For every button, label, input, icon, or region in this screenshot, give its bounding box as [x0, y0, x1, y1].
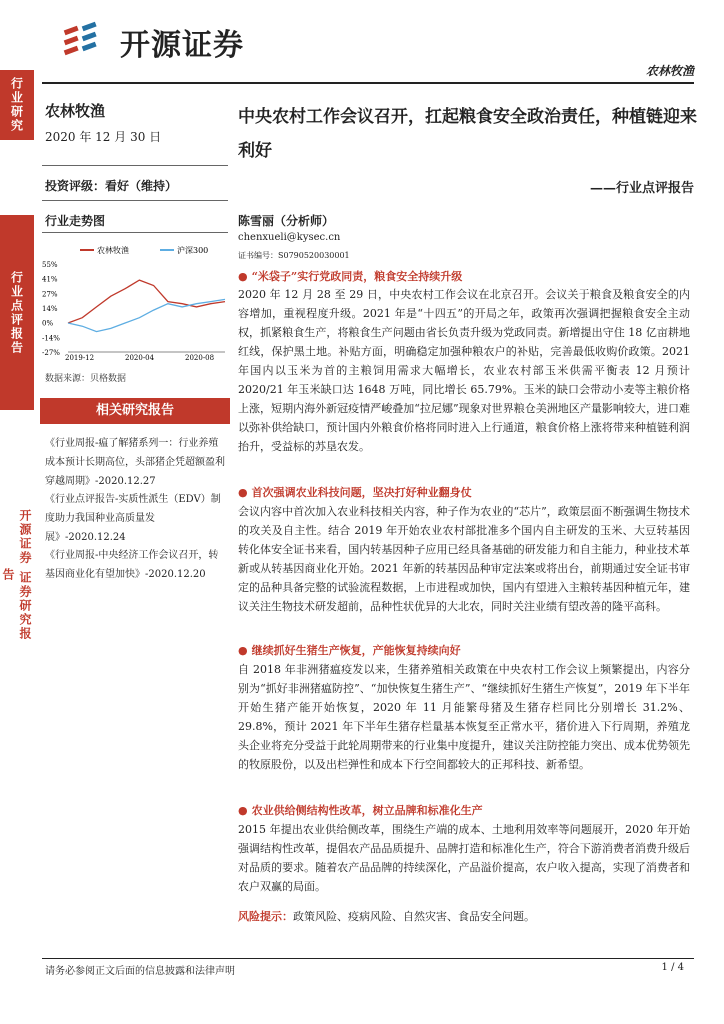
- footer-divider: [42, 958, 694, 959]
- x-tick-label: 2019-12: [65, 354, 95, 362]
- y-tick-label: 55%: [42, 261, 58, 269]
- side-tab-report-type: 行业点评报告: [0, 215, 34, 410]
- report-title: 中央农村工作会议召开，扛起粮食安全政治责任，种植链迎来利好: [238, 107, 697, 161]
- y-tick-label: -27%: [42, 349, 60, 357]
- section-heading: ● 农业供给侧结构性改革，树立品牌和标准化生产: [238, 804, 483, 817]
- section-body: 2015 年提出农业供给侧改革，围绕生产端的成本、土地利用效率等问题展开，2020 年开始强调结构性改革，提倡农产品品质提升、品牌打造和标准化生产，符合下游消费者消费升级后对品质的要求。随着农产品品牌的持续深化，产品溢价提高，农户收入提高，实现了消费者和农户双赢的局面。: [238, 823, 690, 893]
- chart-source: 数据来源：贝格数据: [45, 374, 127, 384]
- divider: [42, 200, 228, 201]
- section-heading: ● “米袋子”实行党政同责，粮食安全持续升级: [238, 270, 463, 283]
- header-divider: [42, 82, 694, 84]
- x-tick-label: 2020-08: [185, 354, 215, 362]
- series-line: [68, 280, 225, 323]
- trend-chart: [40, 242, 230, 362]
- industry-name: 农林牧渔: [45, 102, 106, 120]
- analyst-name: 陈雪丽（分析师）: [238, 214, 335, 228]
- section-body: 自 2018 年非洲猪瘟疫发以来，生猪养殖相关政策在中央农村工作会议上频繁提出，内容分别为“抓好非洲猪瘟防控”、“加快恢复生猪生产”、“继续抓好生猪生产恢复”，2019 年下半年开始生猪产能开始恢复，2020 年 11 月能繁母猪及生猪存栏同比分别增长 31.2%、29.8%，预计 2021 年下半年生猪存栏量基本恢复至正常水平，猪价进入下行周期，养殖龙头企业将充分受益于此轮周期带来的行业集中度提升，建议关注防控能力突出、成本优势领先的牧原股份，以及出栏弹性和成本下行空间都较大的正邦科技、新希望。: [238, 663, 690, 771]
- divider: [42, 232, 228, 233]
- section-body: 2020 年 12 月 28 至 29 日，中央农村工作会议在北京召开。会议关于粮食及粮食安全的内容增加，重视程度升级。2021 年是“十四五”的开局之年，政策再次强调把握粮食安全主动权，抓紧粮食生产，将粮食生产问题由省长负责升级为党政同责。新增提出守住 18 亿亩耕地红线，保护黑土地。补贴方面，明确稳定加强种粮农户的补贴，完善最低收购价政策。2021 年国内以玉米为首的主粮饲用需求大幅增长，农业农村部玉米供需平衡表 12 月预计 2020/21 年玉米缺口达 1648 万吨，同比增长 65.79%。玉米的缺口会带动小麦等主粮价格上涨，短期内海外新冠疫情严峻叠加“拉尼娜”现象对世界粮仓美洲地区产量影响较大，进口难以弥补供给缺口，预计国内外粮食价格将同时进入上行通道，粮食价格上涨将带来种植链利润抬升，受益标的苏垦农发。: [238, 288, 690, 453]
- y-tick-label: 41%: [42, 275, 58, 284]
- risk-warning: 风险提示：政策风险、疫病风险、自然灾害、食品安全问题。: [238, 910, 535, 923]
- related-report-link[interactable]: 《行业周报-中央经济工作会议召开，转基因商业化有望加快》-2020.12.20: [45, 550, 219, 580]
- legend-label: 农林牧渔: [97, 246, 129, 255]
- investment-rating: 投资评级：看好（维持）: [45, 179, 178, 193]
- related-reports-title: 相关研究报告: [40, 398, 230, 424]
- trend-title: 行业走势图: [45, 214, 106, 228]
- report-date: 2020 年 12 月 30 日: [45, 130, 162, 144]
- footer-disclaimer: 请务必参阅正文后面的信息披露和法律声明: [45, 966, 235, 977]
- header-sector: 农林牧渔: [645, 64, 694, 78]
- series-line: [68, 299, 225, 331]
- y-tick-label: 27%: [42, 290, 58, 299]
- related-report-link[interactable]: 《行业周报-瘟了解猪系列一：行业养殖成本预计长期高位，头部猪企凭超额盈利穿越周期》-2020.12.27: [45, 438, 225, 487]
- section-heading: ● 继续抓好生猪生产恢复，产能恢复持续向好: [238, 644, 461, 657]
- y-tick-label: -14%: [42, 334, 60, 343]
- divider: [42, 165, 228, 166]
- section-heading: ● 首次强调农业科技问题，坚决打好种业翻身仗: [238, 486, 472, 499]
- side-tab-research: 行业研究: [0, 70, 34, 140]
- analyst-cert: 证书编号：S0790520030001: [238, 251, 350, 260]
- side-tab-brand: 开源证券 证券研究报告: [0, 505, 34, 645]
- x-tick-label: 2020-04: [125, 354, 155, 362]
- page-number: 1 / 4: [661, 962, 684, 973]
- logo-text: 开源证券: [120, 28, 244, 63]
- y-tick-label: 0%: [42, 319, 54, 328]
- legend-label: 沪深300: [177, 246, 209, 255]
- report-subtitle: ——行业点评报告: [589, 181, 694, 196]
- y-tick-label: 14%: [42, 305, 58, 313]
- section-body: 会议内容中首次加入农业科技相关内容，种子作为农业的“芯片”，政策层面不断强调生物技术的攻关及自主性。结合 2019 年开始农业农村部批准多个国内自主研发的玉米、大豆转基因转化体安全证书来看，国内转基因种子应用已经具备基础的研发能力和自主能力，种业技术革新或从转基因商业化开始。2021 年新的转基因品种审定法案或将出台，前期通过安全证书审定的品种具备完整的试验流程数据，上市进程或加快，国内有望进入主粮转基因种植元年，建议关注生物技术研发超前，品种性状优异的大北农，同时关注业绩有望改善的隆平高科。: [238, 505, 690, 613]
- logo-icon: [62, 18, 112, 62]
- analyst-email[interactable]: chenxueli@kysec.cn: [238, 232, 341, 243]
- related-report-link[interactable]: 《行业点评报告-实质性派生（EDV）制度助力我国种业高质量发展》-2020.12.24: [45, 494, 221, 543]
